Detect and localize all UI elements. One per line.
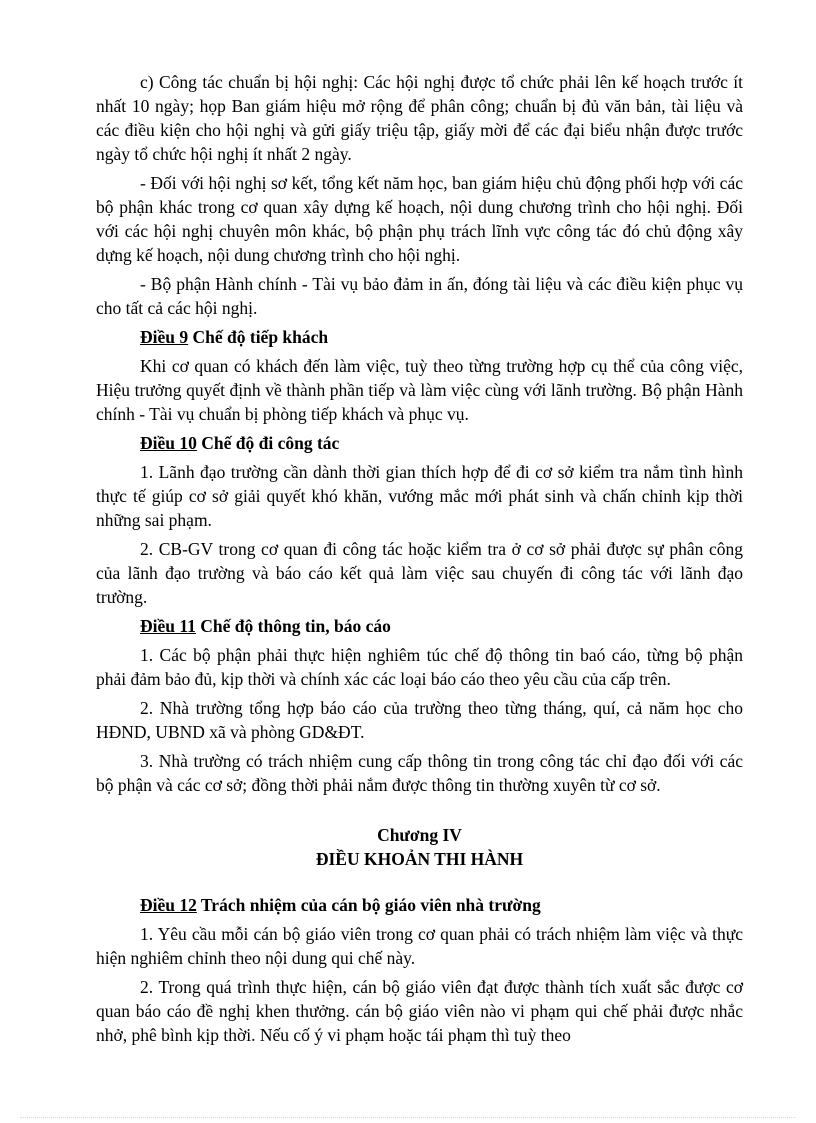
- article-9-heading: [96, 325, 743, 349]
- paragraph-8c-summary-meetings: - Đối với hội nghị sơ kết, tổng kết năm học, ban giám hiệu chủ động phối hợp với các bộ phận khác trong cơ quan xây dựng kế hoạch, nội dung chương trình cho hội nghị. Đối với các hội nghị chuyên môn khác, bộ phận phụ trách lĩnh vực công tác đó chủ động xây dựng kế hoạch, nội dung chương trình cho hội nghị.: [96, 173, 743, 265]
- article-10-title: Chế độ đi công tác: [196, 433, 340, 453]
- article-10-number: Điều 10: [140, 433, 197, 453]
- paragraph-11-1: 1. Các bộ phận phải thực hiện nghiêm túc chế độ thông tin baó cáo, từng bộ phận phải đảm bảo đủ, kịp thời và chính xác các loại báo cáo theo yêu cầu của cấp trên.: [96, 645, 743, 689]
- paragraph-12-2: 2. Trong quá trình thực hiện, cán bộ giáo viên đạt được thành tích xuất sắc được cơ quan báo cáo đề nghị khen thưởng. cán bộ giáo viên nào vi phạm qui chế phải được nhắc nhở, phê bình kịp thời. Nếu cố ý vi phạm hoặc tái phạm thì tuỳ theo: [96, 977, 743, 1045]
- chapter-title: ĐIỀU KHOẢN THI HÀNH: [315, 849, 524, 869]
- document-page: [96, 70, 743, 1052]
- paragraph-12-1: 1. Yêu cầu mỗi cán bộ giáo viên trong cơ quan phải có trách nhiệm làm việc và thực hiện nghiêm chỉnh theo nội dung qui chế này.: [96, 924, 743, 968]
- article-12-title: Trách nhiệm của cán bộ giáo viên nhà trường: [196, 895, 541, 915]
- paragraph-10-1: 1. Lãnh đạo trường cần dành thời gian thích hợp để đi cơ sở kiểm tra nắm tình hình thực tế giúp cơ sở giải quyết khó khăn, vướng mắc mới phát sinh và chấn chỉnh kịp thời những sai phạm.: [96, 462, 743, 530]
- article-11-heading: [96, 614, 743, 638]
- article-11-number: Điều 11: [140, 616, 196, 636]
- page-bottom-divider: [20, 1117, 796, 1118]
- article-9-number: Điều 9: [140, 327, 189, 347]
- article-10-heading: [96, 431, 743, 455]
- paragraph-8c-admin-finance: - Bộ phận Hành chính - Tài vụ bảo đảm in ấn, đóng tài liệu và các điều kiện phục vụ cho tất cả các hội nghị.: [96, 274, 743, 318]
- paragraph-11-3: 3. Nhà trường có trách nhiệm cung cấp thông tin trong công tác chỉ đạo đối với các bộ phận và các cơ sở; đồng thời phải nắm được thông tin thường xuyên từ cơ sở.: [96, 751, 743, 795]
- paragraph-11-2: 2. Nhà trường tổng hợp báo cáo của trường theo từng tháng, quí, cả năm học cho HĐND, UBND xã và phòng GD&ĐT.: [96, 698, 743, 742]
- paragraph-9: Khi cơ quan có khách đến làm việc, tuỳ theo từng trường hợp cụ thể của công việc, Hiệu trưởng quyết định về thành phần tiếp và làm việc cùng với lãnh trường. Bộ phận Hành chính - Tài vụ chuẩn bị phòng tiếp khách và phục vụ.: [96, 356, 743, 424]
- article-12-heading: [96, 893, 743, 917]
- article-12-number: Điều 12: [140, 895, 197, 915]
- paragraph-10-2: 2. CB-GV trong cơ quan đi công tác hoặc kiểm tra ở cơ sở phải được sự phân công của lãnh đạo trường và báo cáo kết quả làm việc sau chuyến đi công tác với lãnh đạo trường.: [96, 539, 743, 607]
- chapter-label: Chương IV: [377, 825, 462, 845]
- paragraph-8c: c) Công tác chuẩn bị hội nghị: Các hội nghị được tổ chức phải lên kế hoạch trước ít nhất 10 ngày; họp Ban giám hiệu mở rộng để phân công; chuẩn bị đủ văn bản, tài liệu và các điều kiện cho hội nghị và gửi giấy triệu tập, giấy mời để các đại biểu nhận được trước ngày tổ chức hội nghị ít nhất 2 ngày.: [96, 72, 743, 164]
- article-9-title: Chế độ tiếp khách: [188, 327, 329, 347]
- article-11-title: Chế độ thông tin, báo cáo: [195, 616, 391, 636]
